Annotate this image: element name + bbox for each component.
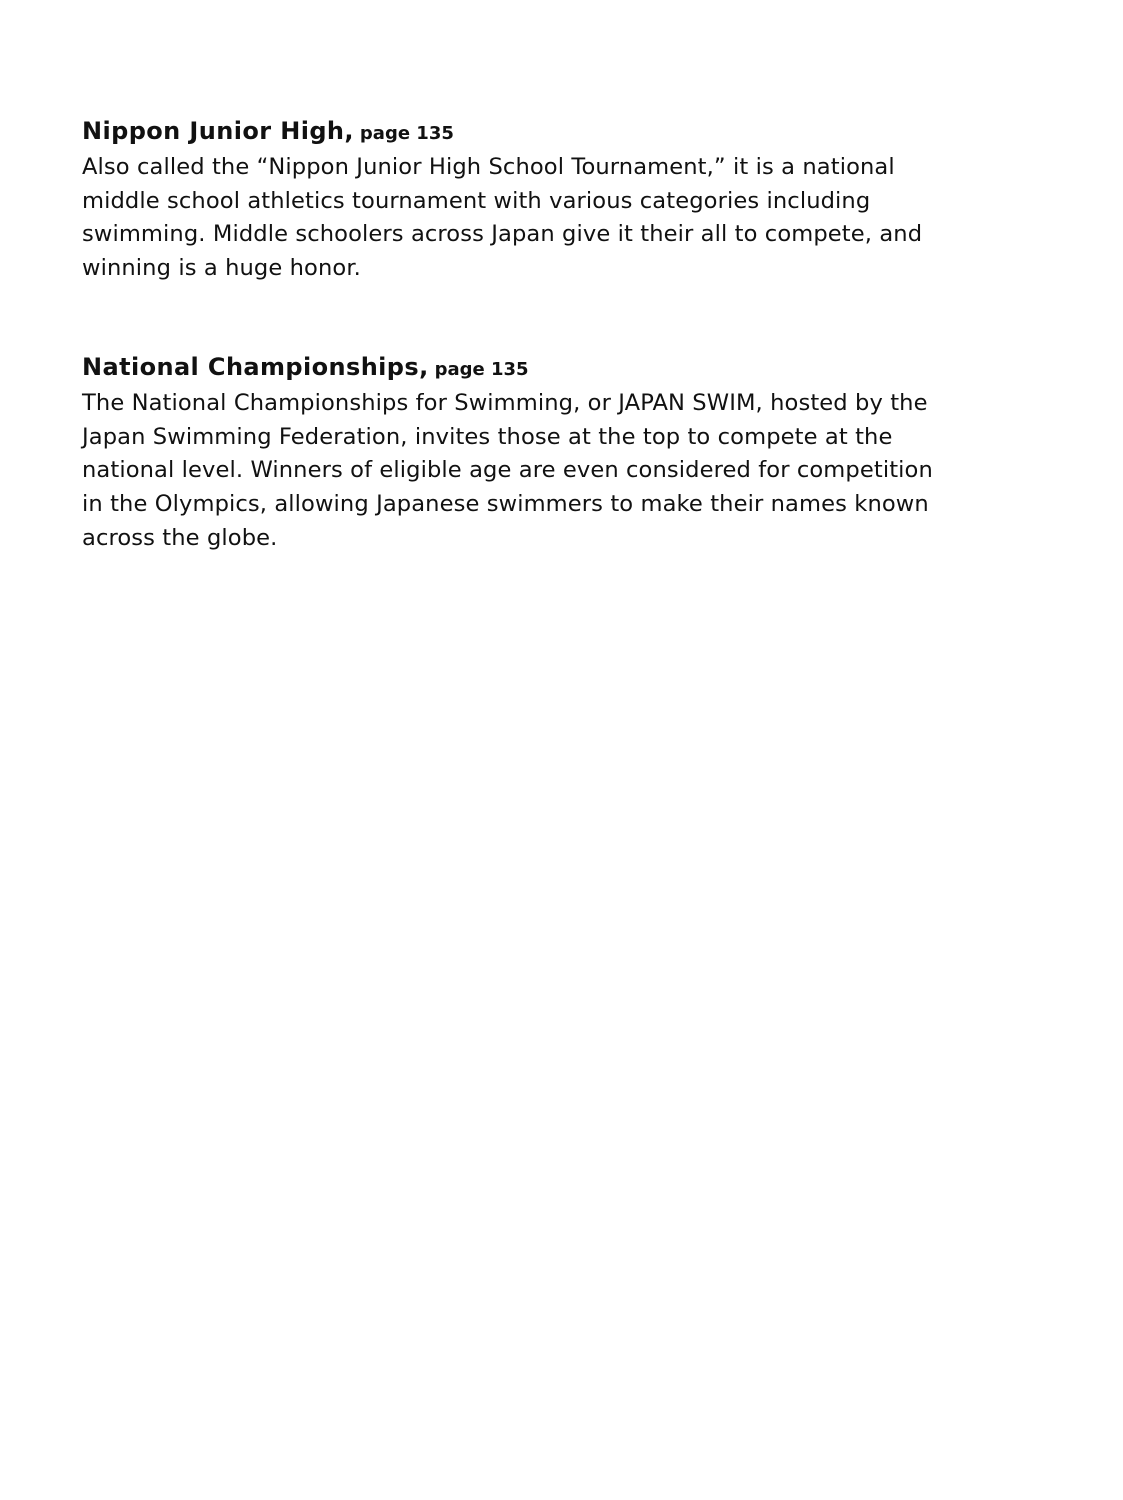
description-line: Also called the “Nippon Junior High School Tournament,” it is a national	[82, 154, 895, 180]
description-line: winning is a huge honor.	[82, 255, 361, 282]
description-line: in the Olympics, allowing Japanese swimmers to make their names known	[82, 491, 929, 518]
entry-heading	[82, 350, 1072, 387]
glossary-entry-nippon-junior-high	[82, 114, 1072, 286]
description-line: middle school athletics tournament with various categories including	[82, 187, 871, 214]
description-line: across the globe.	[82, 524, 278, 551]
description-line: The National Championships for Swimming, or JAPAN SWIM, hosted by the	[82, 390, 928, 416]
glossary-entry-national-championships	[82, 350, 1072, 556]
entry-page-reference: page 135	[359, 123, 454, 144]
description-line: swimming. Middle schoolers across Japan give it their all to compete, and	[82, 221, 923, 248]
entry-term: National Championships,	[82, 353, 429, 381]
entry-term: Nippon Junior High,	[82, 117, 354, 145]
entry-description	[82, 151, 1072, 286]
entry-page-reference: page 135	[434, 359, 529, 380]
description-line: national level. Winners of eligible age are even considered for competition	[82, 457, 933, 484]
description-line: Japan Swimming Federation, invites those at the top to compete at the	[82, 423, 893, 450]
entry-heading	[82, 114, 1072, 151]
entry-description	[82, 387, 1072, 556]
